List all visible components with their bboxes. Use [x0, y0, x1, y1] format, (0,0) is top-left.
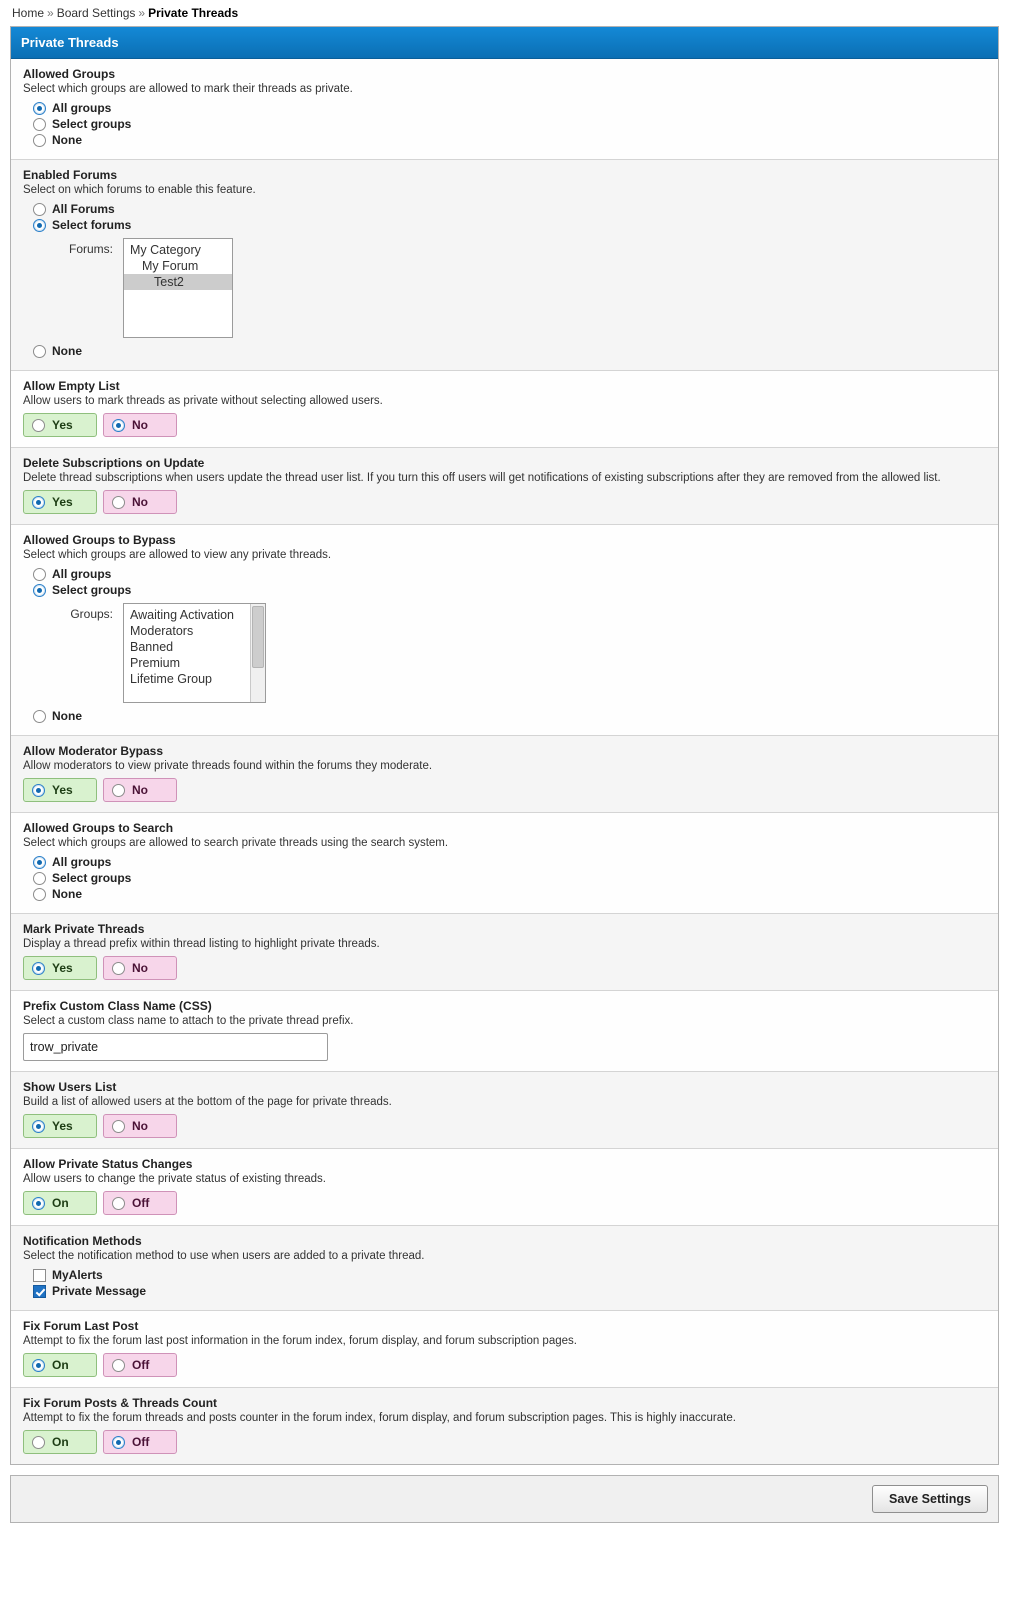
radio-icon[interactable]	[33, 102, 46, 115]
toggle-yes-label: Yes	[52, 783, 73, 797]
radio-icon[interactable]	[112, 1197, 125, 1210]
toggle-off-label: Off	[132, 1196, 150, 1210]
radio-bypass-all-groups[interactable]	[33, 567, 986, 581]
section-description: Allow moderators to view private threads found within the forums they moderate.	[23, 760, 433, 772]
toggle-no-button[interactable]	[103, 413, 177, 437]
toggle-no-label: No	[132, 961, 148, 975]
toggle-delete-subscriptions	[23, 490, 986, 514]
radio-icon[interactable]	[33, 203, 46, 216]
section-title: Mark Private Threads	[23, 922, 145, 936]
section-description: Display a thread prefix within thread listing to highlight private threads.	[23, 938, 380, 950]
breadcrumb	[10, 0, 999, 26]
radio-icon[interactable]	[112, 1436, 125, 1449]
section-title: Allowed Groups to Bypass	[23, 533, 176, 547]
section-allow-private-status-changes	[11, 1149, 998, 1226]
breadcrumb-separator-1: »	[47, 6, 54, 20]
toggle-no-label: No	[132, 783, 148, 797]
radio-icon[interactable]	[33, 219, 46, 232]
radio-icon[interactable]	[112, 962, 125, 975]
toggle-yes-label: Yes	[52, 495, 73, 509]
radio-bypass-none[interactable]	[33, 709, 986, 723]
checkbox-label[interactable]: MyAlerts	[52, 1268, 103, 1282]
radio-icon[interactable]	[33, 568, 46, 581]
radio-label[interactable]: Select groups	[52, 583, 132, 597]
section-description: Select which groups are allowed to mark their threads as private.	[23, 83, 353, 95]
radio-label[interactable]: None	[52, 709, 82, 723]
section-description: Build a list of allowed users at the bottom of the page for private threads.	[23, 1096, 392, 1108]
radio-icon[interactable]	[32, 419, 45, 432]
radio-icon[interactable]	[112, 419, 125, 432]
list-item[interactable]: Lifetime Group	[130, 672, 212, 686]
radio-allowed-groups-all[interactable]	[33, 101, 986, 115]
section-title: Allowed Groups	[23, 67, 116, 81]
toggle-no-button[interactable]	[103, 1114, 177, 1138]
radio-icon[interactable]	[112, 496, 125, 509]
toggle-no-button[interactable]	[103, 778, 177, 802]
section-show-users-list	[11, 1072, 998, 1149]
radio-icon[interactable]	[32, 1436, 45, 1449]
radio-enabled-forums-select[interactable]	[33, 218, 986, 232]
toggle-off-button[interactable]	[103, 1430, 177, 1454]
radio-label[interactable]: None	[52, 133, 82, 147]
checkbox-private-message[interactable]	[33, 1284, 986, 1298]
panel-title: Private Threads	[11, 27, 998, 59]
toggle-fix-forum-last-post	[23, 1353, 986, 1377]
toggle-allow-empty-list	[23, 413, 986, 437]
radio-icon[interactable]	[33, 345, 46, 358]
section-title: Allow Moderator Bypass	[23, 744, 164, 758]
radio-search-none[interactable]	[33, 887, 986, 901]
toggle-no-label: No	[132, 418, 148, 432]
section-allow-moderator-bypass	[11, 736, 998, 813]
section-fix-forum-posts-threads-count	[11, 1388, 998, 1464]
section-title: Allowed Groups to Search	[23, 821, 174, 835]
radio-icon[interactable]	[112, 1359, 125, 1372]
section-description: Delete thread subscriptions when users update the thread user list. If you turn this off users will get notifications of existing subscriptions after they are removed from the allowed list.	[23, 472, 941, 484]
radio-label[interactable]: None	[52, 887, 82, 901]
list-item[interactable]: Awaiting Activation	[130, 608, 234, 622]
radio-icon[interactable]	[33, 584, 46, 597]
section-notification-methods	[11, 1226, 998, 1311]
section-description: Select which groups are allowed to search private threads using the search system.	[23, 837, 449, 849]
section-allow-empty-list	[11, 371, 998, 448]
radio-icon[interactable]	[32, 1197, 45, 1210]
list-item[interactable]: Test2	[124, 274, 232, 290]
radio-icon[interactable]	[32, 496, 45, 509]
section-allowed-groups-search	[11, 813, 998, 914]
save-settings-button[interactable]: Save Settings	[872, 1485, 988, 1513]
radio-search-select-groups[interactable]	[33, 871, 986, 885]
toggle-on-button[interactable]	[23, 1191, 97, 1215]
radio-icon[interactable]	[32, 1359, 45, 1372]
toggle-on-label: On	[52, 1358, 69, 1372]
radio-search-all-groups[interactable]	[33, 855, 986, 869]
breadcrumb-separator-2: »	[138, 6, 146, 20]
section-description: Select a custom class name to attach to the private thread prefix.	[23, 1015, 354, 1027]
radio-icon[interactable]	[33, 856, 46, 869]
toggle-off-label: Off	[132, 1435, 150, 1449]
section-title: Fix Forum Last Post	[23, 1319, 139, 1333]
toggle-yes-label: Yes	[52, 961, 73, 975]
radio-label[interactable]: Select forums	[52, 218, 132, 232]
section-delete-subscriptions	[11, 448, 998, 525]
checkbox-myalerts[interactable]	[33, 1268, 986, 1282]
list-item[interactable]: Banned	[130, 640, 174, 654]
radio-icon[interactable]	[33, 118, 46, 131]
section-description: Select which groups are allowed to view any private threads.	[23, 549, 332, 561]
breadcrumb-current: Private Threads	[148, 6, 239, 20]
radio-bypass-select-groups[interactable]	[33, 583, 986, 597]
radio-icon[interactable]	[112, 784, 125, 797]
radio-label[interactable]: All groups	[52, 567, 112, 581]
toggle-yes-button[interactable]	[23, 413, 97, 437]
toggle-mark-private-threads	[23, 956, 986, 980]
radio-enabled-forums-none[interactable]	[33, 344, 986, 358]
radio-label[interactable]: None	[52, 344, 82, 358]
toggle-yes-label: Yes	[52, 1119, 73, 1133]
checkbox-icon[interactable]	[33, 1269, 46, 1282]
section-title: Allow Empty List	[23, 379, 120, 393]
section-description: Attempt to fix the forum last post information in the forum index, forum display, and forum subscription pages.	[23, 1335, 577, 1347]
radio-allowed-groups-select[interactable]	[33, 117, 986, 131]
groups-list-label: Groups:	[70, 607, 113, 621]
forums-list-label: Forums:	[68, 242, 113, 256]
toggle-allow-private-status-changes	[23, 1191, 986, 1215]
toggle-show-users-list	[23, 1114, 986, 1138]
form-footer	[10, 1475, 999, 1523]
toggle-no-button[interactable]	[103, 956, 177, 980]
section-description: Select on which forums to enable this feature.	[23, 184, 256, 196]
prefix-class-input[interactable]	[23, 1033, 328, 1061]
toggle-no-label: No	[132, 495, 148, 509]
settings-panel	[10, 26, 999, 1465]
section-title: Enabled Forums	[23, 168, 118, 182]
section-title: Allow Private Status Changes	[23, 1157, 193, 1171]
toggle-yes-button[interactable]	[23, 956, 97, 980]
forums-listbox[interactable]	[123, 238, 233, 338]
breadcrumb-board-settings[interactable]: Board Settings	[56, 6, 136, 20]
list-item[interactable]: My Category	[130, 243, 201, 257]
checkbox-label[interactable]: Private Message	[52, 1284, 147, 1298]
radio-label[interactable]: Select groups	[52, 871, 132, 885]
radio-icon[interactable]	[33, 134, 46, 147]
toggle-off-button[interactable]	[103, 1191, 177, 1215]
radio-icon[interactable]	[33, 710, 46, 723]
toggle-yes-button[interactable]	[23, 1114, 97, 1138]
radio-label[interactable]: All groups	[52, 101, 112, 115]
section-title: Prefix Custom Class Name (CSS)	[23, 999, 212, 1013]
radio-icon[interactable]	[32, 784, 45, 797]
radio-icon[interactable]	[33, 888, 46, 901]
radio-label[interactable]: Select groups	[52, 117, 132, 131]
toggle-on-label: On	[52, 1196, 69, 1210]
section-description: Allow users to mark threads as private without selecting allowed users.	[23, 395, 383, 407]
list-item[interactable]: Premium	[130, 656, 181, 670]
section-prefix-custom-class	[11, 991, 998, 1072]
section-fix-forum-last-post	[11, 1311, 998, 1388]
toggle-allow-moderator-bypass	[23, 778, 986, 802]
toggle-on-button[interactable]	[23, 1353, 97, 1377]
radio-icon[interactable]	[32, 962, 45, 975]
groups-select-wrap	[23, 603, 986, 703]
toggle-on-label: On	[52, 1435, 69, 1449]
radio-icon[interactable]	[32, 1120, 45, 1133]
radio-enabled-forums-all[interactable]	[33, 202, 986, 216]
section-allowed-groups	[11, 59, 998, 160]
section-description: Select the notification method to use when users are added to a private thread.	[23, 1250, 425, 1262]
section-title: Fix Forum Posts & Threads Count	[23, 1396, 218, 1410]
section-mark-private-threads	[11, 914, 998, 991]
toggle-yes-label: Yes	[52, 418, 73, 432]
section-title: Show Users List	[23, 1080, 117, 1094]
listbox-scrollbar[interactable]	[250, 604, 265, 702]
toggle-on-button[interactable]	[23, 1430, 97, 1454]
toggle-off-label: Off	[132, 1358, 150, 1372]
section-title: Delete Subscriptions on Update	[23, 456, 205, 470]
toggle-yes-button[interactable]	[23, 490, 97, 514]
radio-icon[interactable]	[112, 1120, 125, 1133]
list-item[interactable]: Moderators	[130, 624, 194, 638]
section-title: Notification Methods	[23, 1234, 142, 1248]
toggle-yes-button[interactable]	[23, 778, 97, 802]
radio-allowed-groups-none[interactable]	[33, 133, 986, 147]
toggle-no-button[interactable]	[103, 490, 177, 514]
radio-label[interactable]: All groups	[52, 855, 112, 869]
groups-listbox[interactable]	[123, 603, 266, 703]
checkbox-icon[interactable]	[33, 1285, 46, 1298]
scrollbar-thumb[interactable]	[252, 606, 264, 668]
list-item[interactable]: My Forum	[142, 259, 199, 273]
section-allowed-groups-bypass	[11, 525, 998, 736]
section-description: Allow users to change the private status of existing threads.	[23, 1173, 326, 1185]
section-description: Attempt to fix the forum threads and posts counter in the forum index, forum display, and forum subscription pages. This is highly inaccurate.	[23, 1412, 736, 1424]
forums-select-wrap	[23, 238, 986, 338]
toggle-fix-forum-posts-threads-count	[23, 1430, 986, 1454]
radio-label[interactable]: All Forums	[52, 202, 115, 216]
toggle-no-label: No	[132, 1119, 148, 1133]
breadcrumb-home[interactable]: Home	[12, 6, 45, 20]
radio-icon[interactable]	[33, 872, 46, 885]
toggle-off-button[interactable]	[103, 1353, 177, 1377]
section-enabled-forums	[11, 160, 998, 371]
